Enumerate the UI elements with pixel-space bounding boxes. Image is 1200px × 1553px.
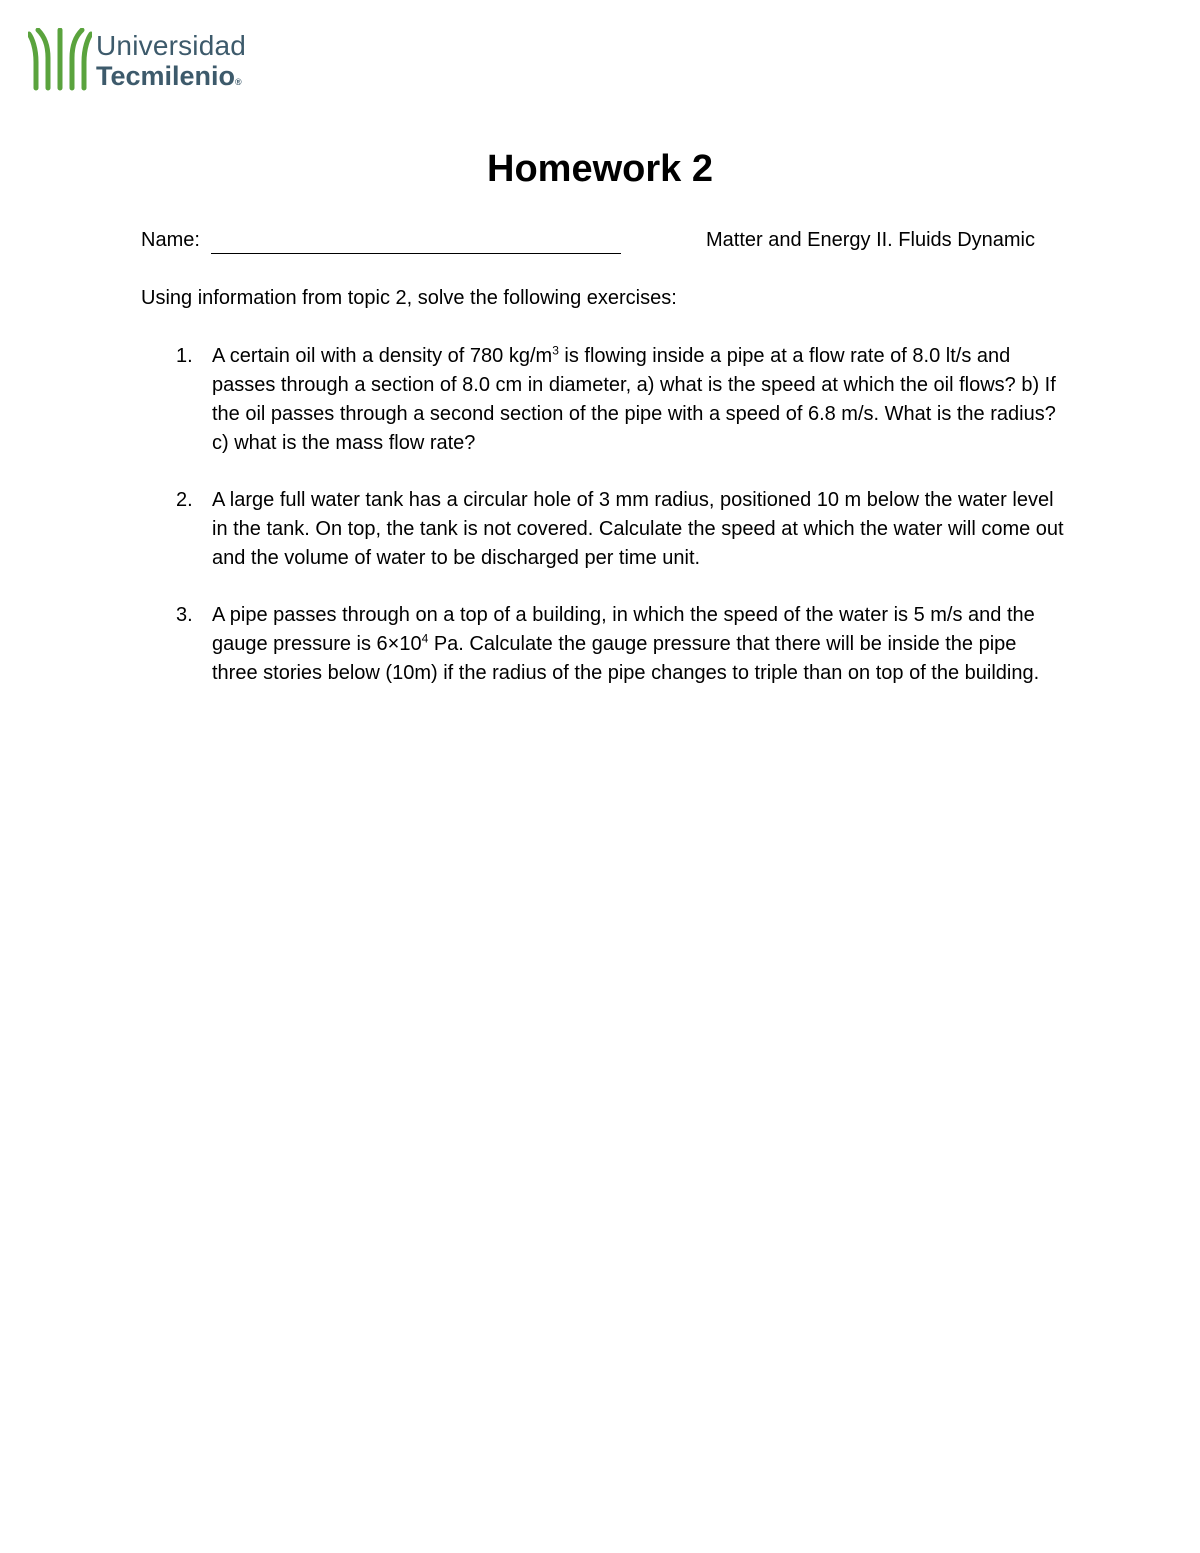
name-blank-line xyxy=(211,253,621,254)
exercise-list xyxy=(176,342,1066,716)
exercise-number: 2. xyxy=(176,489,193,511)
exercise-text: A large full water tank has a circular hole of 3 mm radius, positioned 10 m below the water level in the tank. On top, the tank is not covered. Calculate the speed at which the water will come out and the volume of water to be discharged per time unit. xyxy=(212,489,1064,569)
exercise-number: 3. xyxy=(176,604,193,626)
exercise-item xyxy=(176,601,1066,688)
exercise-text-part: A pipe passes through on a top of a building, in which the speed of the water is 5 m/s and the gauge pressure is 6×10 xyxy=(212,604,1035,655)
exercise-item xyxy=(176,486,1066,573)
superscript: 3 xyxy=(552,343,559,358)
exercise-text-part: is flowing inside a pipe at a flow rate of 8.0 lt/s and passes through a section of 8.0 cm in diameter, a) what is the speed at which the oil flows? b) If the oil passes through a second section of the pipe with a speed of 6.8 m/s. What is the radius? c) what is the mass flow rate? xyxy=(212,345,1056,454)
exercise-text xyxy=(212,604,1039,684)
exercise-text-part: Pa. Calculate the gauge pressure that there will be inside the pipe three stories below (10m) if the radius of the pipe changes to triple than on top of the building. xyxy=(212,633,1040,684)
logo-line-tecmilenio xyxy=(96,63,246,90)
exercise-text xyxy=(212,345,1056,454)
exercise-number: 1. xyxy=(176,345,193,367)
logo-wordmark xyxy=(96,32,246,90)
name-row xyxy=(141,229,1041,257)
superscript: 4 xyxy=(421,631,429,646)
course-title: Matter and Energy II. Fluids Dynamic xyxy=(705,229,1035,251)
logo-tecmilenio-text: Tecmilenio xyxy=(96,61,236,91)
exercise-item xyxy=(176,342,1066,458)
tecmilenio-leaf-icon xyxy=(28,28,92,92)
registered-mark: ® xyxy=(235,77,242,87)
exercise-text-part: A certain oil with a density of 780 kg/m xyxy=(212,345,553,367)
page-title: Homework 2 xyxy=(487,148,713,190)
name-label: Name: xyxy=(141,229,200,251)
university-logo xyxy=(28,28,268,94)
instructions: Using information from topic 2, solve the following exercises: xyxy=(141,287,677,309)
logo-line-universidad: Universidad xyxy=(96,30,247,61)
